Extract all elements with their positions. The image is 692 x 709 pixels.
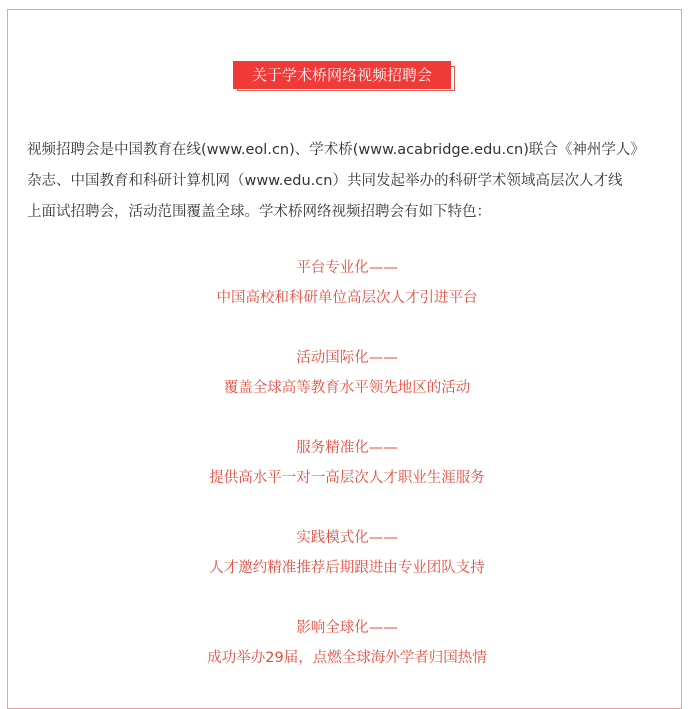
feature-heading: 平台专业化—— <box>296 260 398 276</box>
feature-description: 提供高水平一对一高层次人才职业生涯服务 <box>209 470 485 486</box>
feature-heading: 活动国际化—— <box>296 350 398 366</box>
feature-description: 覆盖全球高等教育水平领先地区的活动 <box>223 380 471 396</box>
feature-service <box>27 438 667 488</box>
title-banner <box>233 61 458 93</box>
feature-global-impact <box>27 618 667 668</box>
feature-description: 中国高校和科研单位高层次人才引进平台 <box>216 290 478 306</box>
intro-paragraph <box>27 135 667 228</box>
intro-line: 杂志、中国教育和科研计算机网（www.edu.cn）共同发起举办的科研学术领域高层次人才线 <box>27 173 623 189</box>
feature-heading: 影响全球化—— <box>296 620 398 636</box>
feature-description: 人才邀约精准推荐后期跟进由专业团队支持 <box>209 560 485 576</box>
page-title: 关于学术桥网络视频招聘会 <box>233 61 451 89</box>
intro-line: 视频招聘会是中国教育在线(www.eol.cn)、学术桥(www.acabridge.edu.cn)联合《神州学人》 <box>27 142 645 158</box>
intro-line: 上面试招聘会，活动范围覆盖全球。学术桥网络视频招聘会有如下特色： <box>27 204 491 220</box>
feature-practice <box>27 528 667 578</box>
feature-description: 成功举办29届，点燃全球海外学者归国热情 <box>207 650 487 666</box>
feature-heading: 服务精准化—— <box>296 440 398 456</box>
feature-international <box>27 348 667 398</box>
feature-heading: 实践模式化—— <box>296 530 398 546</box>
feature-platform <box>27 258 667 308</box>
